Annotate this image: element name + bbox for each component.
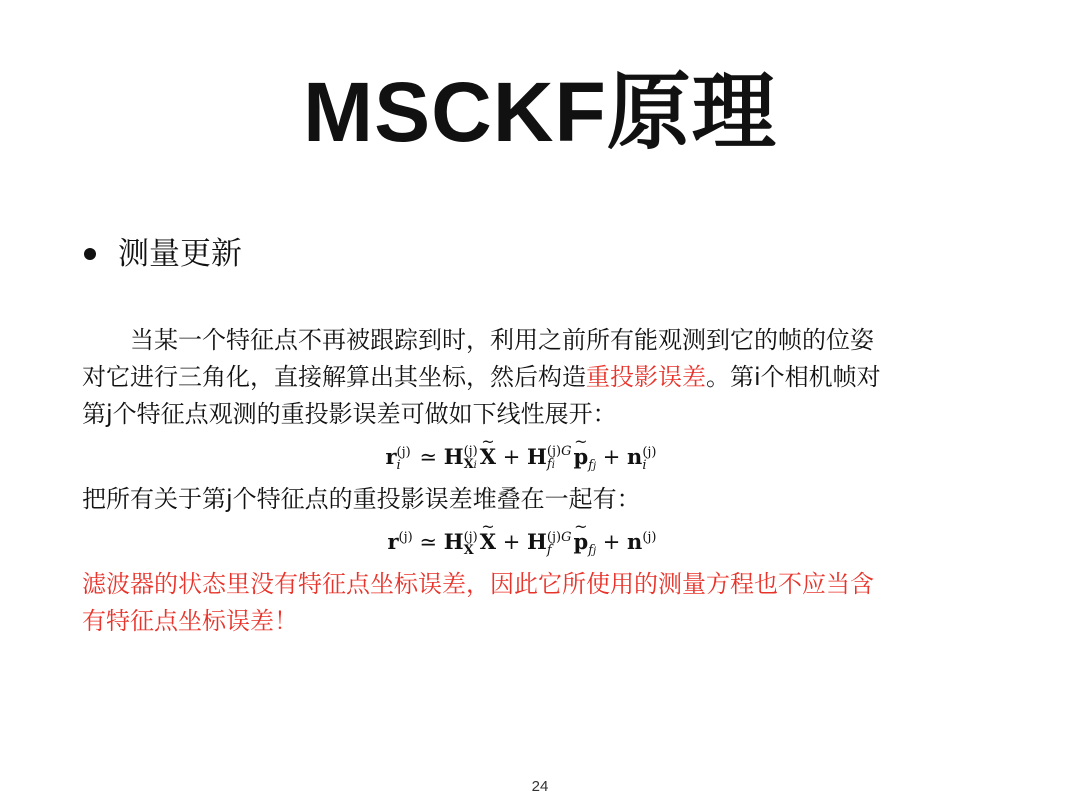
eq-symbol: r bbox=[385, 444, 397, 469]
eq-sub: fj bbox=[588, 543, 597, 559]
eq-sup: (j) bbox=[398, 530, 413, 545]
paragraph-text: 对它进行三角化，直接解算出其坐标，然后构造 bbox=[82, 363, 586, 391]
paragraph-line: 把所有关于第j个特征点的重投影误差堆叠在一起有： bbox=[82, 485, 641, 513]
eq-sub: X bbox=[463, 542, 474, 558]
eq-operator: + bbox=[602, 530, 621, 554]
eq-scripts bbox=[397, 446, 411, 472]
eq-sup: (j) bbox=[642, 530, 657, 545]
eq-sup: (j)G bbox=[546, 529, 572, 545]
eq-scripts bbox=[464, 445, 478, 472]
paragraph-text: 。第i个相机帧对 bbox=[706, 363, 881, 391]
eq-scripts bbox=[547, 445, 572, 472]
eq-sup: (j) bbox=[642, 444, 657, 460]
eq-operator: + bbox=[502, 445, 521, 469]
eq-symbol: n bbox=[627, 529, 643, 554]
eq-symbol: ~ p bbox=[573, 518, 588, 566]
eq-symbol: H bbox=[443, 529, 464, 554]
eq-sub: Xi bbox=[463, 457, 477, 472]
eq-symbol: ~ X bbox=[480, 433, 496, 481]
note-line: 滤波器的状态里没有特征点坐标误差，因此它所使用的测量方程也不应当含 bbox=[82, 570, 874, 598]
eq-symbol: r bbox=[387, 529, 399, 554]
eq-symbol: ~ X bbox=[480, 518, 496, 566]
eq-scripts bbox=[642, 446, 656, 472]
page-number: 24 bbox=[531, 778, 549, 795]
paragraph-line: 当某一个特征点不再被跟踪到时，利用之前所有能观测到它的帧的位姿 bbox=[130, 326, 874, 354]
eq-sub: i bbox=[396, 457, 401, 473]
note-line: 有特征点坐标误差！ bbox=[82, 607, 298, 635]
slide-title: MSCKF原理 bbox=[303, 65, 777, 159]
eq-operator: ≃ bbox=[419, 530, 438, 554]
eq-operator: ≃ bbox=[419, 445, 438, 469]
eq-sub: fj bbox=[588, 458, 597, 474]
paragraph-line: 第j个特征点观测的重投影误差可做如下线性展开： bbox=[82, 400, 617, 428]
eq-sub: f bbox=[546, 542, 552, 558]
eq-symbol: H bbox=[443, 444, 464, 469]
eq-sup: (j) bbox=[463, 529, 478, 545]
bullet-text: 测量更新 bbox=[118, 236, 242, 272]
eq-operator: + bbox=[602, 445, 621, 469]
bullet-dot-icon bbox=[84, 248, 96, 260]
eq-symbol: H bbox=[527, 529, 547, 554]
highlight-text: 重投影误差 bbox=[586, 363, 706, 391]
equation-2 bbox=[42, 518, 1002, 566]
equation-1 bbox=[42, 433, 1002, 481]
eq-scripts bbox=[547, 531, 572, 557]
eq-sup: (j) bbox=[463, 444, 478, 459]
paragraph-line bbox=[82, 359, 1002, 396]
eq-scripts bbox=[464, 531, 478, 557]
eq-sup: (j)G bbox=[546, 444, 572, 459]
eq-sup: (j) bbox=[396, 444, 411, 460]
eq-symbol: ~ p bbox=[573, 433, 588, 481]
eq-symbol: n bbox=[627, 444, 643, 469]
eq-sub: fi bbox=[546, 457, 555, 472]
slide-body bbox=[82, 322, 1002, 640]
eq-symbol: H bbox=[527, 444, 547, 469]
eq-sub: i bbox=[642, 457, 647, 473]
bullet-item bbox=[84, 232, 242, 276]
eq-operator: + bbox=[502, 530, 521, 554]
